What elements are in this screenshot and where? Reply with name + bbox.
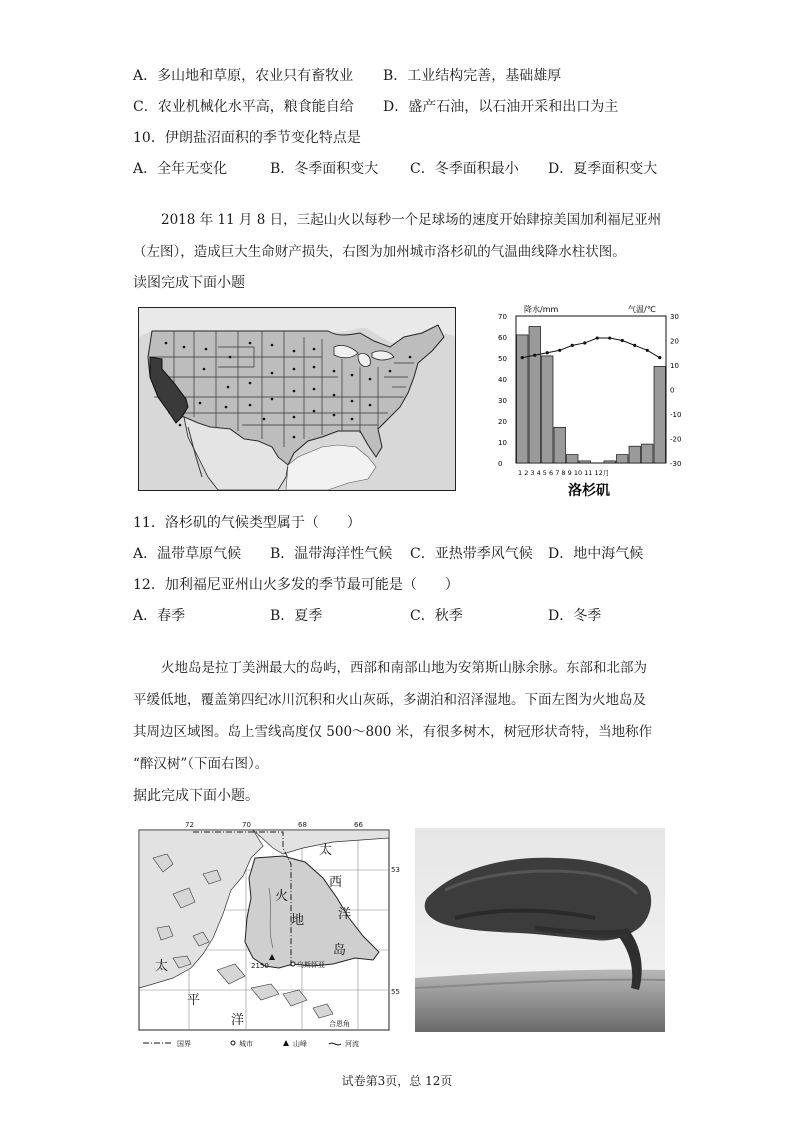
passage1-line3: 读图完成下面小题 <box>133 275 245 291</box>
q12-stem: 12．加利福尼亚州山火多发的季节最可能是（ ） <box>133 577 459 593</box>
lat-53: 53 <box>391 866 400 874</box>
precip-tick-label: 60 <box>498 334 507 342</box>
precip-bar <box>567 455 579 463</box>
temp-point <box>658 356 661 359</box>
passage1-line2: （左图），造成巨大生命财产损失，右图为加州城市洛杉矶的气温曲线降水柱状图。 <box>133 244 626 260</box>
passage2-line3: 其周边区域图。岛上雪线高度仅 500～800 米，有很多树木，树冠形状奇特，当地称作 <box>133 724 653 740</box>
temp-tick-label: -20 <box>670 435 682 444</box>
legend-city: 城市 <box>239 1040 253 1048</box>
temp-point <box>583 341 586 344</box>
temp-point <box>633 344 636 347</box>
temp-axis-title: 气温/℃ <box>628 305 656 314</box>
los-angeles-climate-chart <box>496 300 696 500</box>
passage2-line1: 火地岛是拉丁美洲最大的岛屿，西部和南部山地为安第斯山脉余脉。东部和北部为 <box>161 660 647 676</box>
q9-option-c: C．农业机械化水平高，粮食能自给 <box>133 99 354 115</box>
q9-option-d: D．盛产石油，以石油开采和出口为主 <box>383 99 619 115</box>
lat-55: 55 <box>391 988 400 996</box>
q10-stem: 10．伊朗盐沼面积的季节变化特点是 <box>133 130 361 146</box>
legend-river: 河流 <box>345 1040 359 1048</box>
precip-bar <box>529 327 541 464</box>
precip-bar <box>517 335 529 463</box>
q12-option-d: D．冬季 <box>548 608 602 624</box>
chart-city-title: 洛杉矶 <box>568 483 610 499</box>
peak-label: 2150 <box>251 962 269 970</box>
precip-tick-label: 0 <box>498 460 503 468</box>
passage2-line5: 据此完成下面小题。 <box>133 788 259 804</box>
precip-tick-label: 70 <box>498 313 507 321</box>
ocean-label-1: 太 <box>319 843 333 858</box>
temp-point <box>521 356 524 359</box>
lon-66: 66 <box>354 821 363 829</box>
q10-option-d: D．夏季面积变大 <box>548 161 658 177</box>
lon-72: 72 <box>185 821 194 829</box>
city-icon <box>291 962 295 966</box>
temp-point <box>546 351 549 354</box>
precip-axis-title: 降水/mm <box>524 305 559 314</box>
precip-tick-label: 50 <box>498 355 507 363</box>
ocean-label-2: 西 <box>329 875 343 890</box>
temp-tick-label: -30 <box>670 460 682 468</box>
temp-point <box>621 339 624 342</box>
temp-point <box>646 349 649 352</box>
island-label-2: 地 <box>291 913 305 928</box>
lon-70: 70 <box>242 821 251 829</box>
precip-bar <box>617 455 629 463</box>
q10-option-a: A．全年无变化 <box>133 161 228 177</box>
passage1-line1: 2018 年 11 月 8 日，三起山火以每秒一个足球场的速度开始肆掠美国加利福尼亚州 <box>161 212 662 228</box>
tierra-del-fuego-map <box>133 818 403 1050</box>
precip-bar <box>542 356 554 463</box>
q9-option-a: A．多山地和草原，农业只有畜牧业 <box>133 68 354 84</box>
passage2-line4: “醉汉树”（下面右图）。 <box>133 756 269 772</box>
q12-option-a: A．春季 <box>133 608 186 624</box>
city-label: 乌斯怀亚 <box>297 961 325 969</box>
legend-border: 国界 <box>177 1040 191 1048</box>
precip-bar <box>642 444 654 463</box>
precip-bar <box>554 427 566 463</box>
cape-label: 合恩角 <box>329 1020 350 1028</box>
q11-stem: 11．洛杉矶的气候类型属于（ ） <box>133 515 361 531</box>
q9-option-b: B．工业结构完善，基础雄厚 <box>383 68 562 84</box>
passage2-line2: 平缓低地，覆盖第四纪冰川沉积和火山灰砾，多湖泊和沼泽湿地。下面左图为火地岛及 <box>133 692 646 708</box>
map-legend <box>143 1039 359 1048</box>
precip-bar <box>654 366 666 463</box>
temp-point <box>571 344 574 347</box>
q12-option-c: C．秋季 <box>410 608 463 624</box>
precip-tick-label: 20 <box>498 418 507 426</box>
usa-map <box>138 307 456 491</box>
legend-peak: 山峰 <box>293 1040 307 1048</box>
precip-tick-label: 30 <box>498 397 507 405</box>
ocean-label-3: 洋 <box>338 907 352 922</box>
island-label-1: 火 <box>275 889 289 904</box>
q11-option-b: B．温带海洋性气候 <box>270 546 393 562</box>
temp-tick-label: 30 <box>670 313 679 321</box>
q11-option-c: C．亚热带季风气候 <box>410 546 533 562</box>
precip-bar <box>604 461 616 463</box>
q11-option-d: D．地中海气候 <box>548 546 644 562</box>
temp-tick-label: 0 <box>670 386 675 395</box>
island-label-3: 岛 <box>333 943 347 958</box>
precip-tick-label: 10 <box>498 439 507 447</box>
q11-option-a: A．温带草原气候 <box>133 546 242 562</box>
q10-option-b: B．冬季面积变大 <box>270 161 379 177</box>
temp-tick-label: -10 <box>670 411 682 419</box>
q12-option-b: B．夏季 <box>270 608 323 624</box>
month-labels: 1 2 3 4 5 6 7 8 9 10 11 12月 <box>518 469 610 477</box>
q10-option-c: C．冬季面积最小 <box>410 161 519 177</box>
temp-tick-label: 20 <box>670 337 679 346</box>
temp-point <box>533 354 536 357</box>
temp-point <box>558 349 561 352</box>
ocean-label-6: 洋 <box>231 1013 245 1028</box>
ocean-label-4: 太 <box>155 959 169 974</box>
ocean-label-5: 平 <box>187 993 201 1008</box>
precip-tick-label: 40 <box>498 376 507 384</box>
temp-tick-label: 10 <box>670 362 679 370</box>
temp-point <box>596 336 599 339</box>
precip-bar <box>629 446 641 463</box>
precip-bar <box>579 461 591 463</box>
page-footer: 试卷第3页，总 12页 <box>341 1074 453 1088</box>
lon-68: 68 <box>298 821 307 829</box>
temp-point <box>608 336 611 339</box>
drunken-tree-photo <box>415 828 665 1032</box>
